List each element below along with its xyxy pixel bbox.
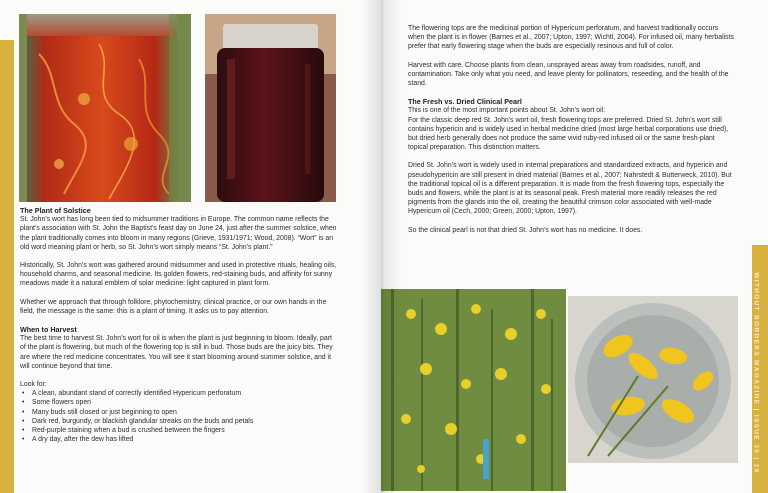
paragraph-intro: This is one of the most important points about St. John’s wort oil: bbox=[408, 107, 606, 115]
left-page-text bbox=[20, 206, 338, 444]
paragraph: Harvest with care. Choose plants from clean, unsprayed areas away from roadsides, runoff, and contamination. Take only what you need, and leave plenty for pollinators, reseeding, and the health of the stand. bbox=[408, 61, 729, 88]
paragraph: Whether we approach that through folklore, phytochemistry, clinical practice, or our own hands in the field, the message is the same: this is a plant of timing. It asks us to pay attention. bbox=[20, 298, 327, 315]
photo-oil-jar-closeup bbox=[19, 14, 191, 202]
look-for-list bbox=[20, 389, 338, 444]
heading-plant-of-solstice: The Plant of Solstice bbox=[20, 206, 91, 215]
paragraph: So the clinical pearl is not that dried St. John’s wort has no medicine. It does. bbox=[408, 226, 643, 234]
list-item: • Some flowers open bbox=[20, 398, 338, 407]
page-gutter-shadow bbox=[362, 0, 402, 493]
list-item: • A clean, abundant stand of correctly identified Hypericum perforatum bbox=[20, 389, 338, 398]
left-gold-accent-bar bbox=[0, 40, 14, 493]
paragraph: The flowering tops are the medicinal portion of Hypericum perforatum, and harvest traditionally occurs when the plant is in flower (Barnes et al., 2007; Upton, 1997; Wichtl, 2004). For infused oil, many herbalists prefer that early flowering stage when the buds are especially resinous and full of color. bbox=[408, 25, 734, 51]
paragraph: St. John’s wort has long been tied to midsummer traditions in Europe. The common name reflects the plant’s association with St. John the Baptist’s feast day on June 24, just after the summer solstice, when the plant traditionally comes into bloom in many regions (Grieve, 1931/1971; Wood, 2008). “Wort” is an old word meaning plant or herb, so St. John’s wort simply means “St. John’s plant.” bbox=[20, 216, 337, 251]
heading-fresh-vs-dried: The Fresh vs. Dried Clinical Pearl bbox=[408, 97, 522, 107]
paragraph: The best time to harvest St. John’s wort for oil is when the plant is just beginning to bloom. Ideally, part of the plant is flowering, but much of the flowering top is still in bud. Those buds are the juicy bits. They are where the red medicine concentrates. You will see it start blooming around summer solstice, and it will continue beyond that time. bbox=[20, 335, 333, 370]
paragraph: Dried St. John’s wort is widely used in internal preparations and standardized extracts, and hypericin and pseudohypericin are still present in dried material (Barnes et al., 2007; Nahrstedt & Butterweck, 2010). But the traditional topical oil is a different preparation. It is made from the fresh flowering tops, especially the buds and flowers, while the plant is at its seasonal peak. Fresh material more readily releases the red pigments from the glands into the oil, creating the beautiful crimson color associated with well-made Hypericum oil (Cech, 2000; Green, 2000; Upton, 1997). bbox=[408, 162, 732, 216]
photo-flowering-plants bbox=[381, 289, 566, 491]
heading-when-to-harvest: When to Harvest bbox=[20, 325, 77, 335]
list-item: • Many buds still closed or just beginning to open bbox=[20, 408, 338, 417]
list-item: • Red-purple staining when a bud is crushed between the fingers bbox=[20, 426, 338, 435]
footer-text: WITHOUT BORDERS MAGAZINE | ISSUE 30 | 19 bbox=[752, 272, 760, 474]
photo-flowers-in-glass-bowl bbox=[568, 296, 738, 463]
list-item: • A dry day, after the dew has lifted bbox=[20, 435, 338, 444]
page-footer-vertical bbox=[742, 258, 768, 488]
paragraph: For the classic deep red St. John’s wort oil, fresh flowering tops are preferred. Dried St. John’s wort still contains hypericin and is widely used in herbal medicine dried (most large herbal corporations use dried), but dried herb generally does not produce the same vivid ruby-red infused oil or the same fresh-plant topical preparation. This distinction matters. bbox=[408, 116, 729, 152]
paragraph: Historically, St. John’s wort was gathered around midsummer and used in protective rituals, healing oils, household charms, and seasonal medicine. Its golden flowers, red-staining buds, and affinity for sunny meadows made it a natural emblem of solar medicine: light captured in plant form. bbox=[20, 262, 337, 288]
look-for-label: Look for: bbox=[20, 381, 47, 389]
list-item: • Dark red, burgundy, or blackish glandular streaks on the buds and petals bbox=[20, 417, 338, 426]
photo-dark-oil-jar bbox=[205, 14, 336, 202]
right-page-text bbox=[408, 24, 736, 244]
